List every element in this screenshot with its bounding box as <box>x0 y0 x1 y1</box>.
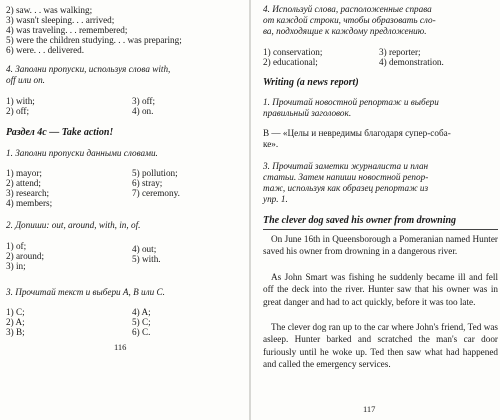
answer-item: 1) C; <box>6 307 25 317</box>
task-1-instruction: 1. Заполни пропуски данными словами. <box>6 148 158 158</box>
answer-item: 1) conservation; <box>263 47 323 57</box>
answer-item: 5) with. <box>132 254 161 264</box>
section-title: Раздел 4c — Take action! <box>6 127 114 138</box>
answer-item: 4) out; <box>132 244 157 254</box>
answer-item: 2) off; <box>6 106 30 116</box>
story-paragraph: On June 16th in Queensborough a Pomeranian named Hunter saved his owner from drowning in a dangerous river. <box>263 234 498 257</box>
right-page <box>251 0 500 420</box>
page-number: 117 <box>363 404 376 414</box>
left-page <box>0 0 249 420</box>
title-rule <box>263 229 498 230</box>
task-4-instruction: off или on. <box>6 75 45 85</box>
answer-line: 5) were the children studying. . . was preparing; <box>6 35 182 45</box>
answer-item: 1) mayor; <box>6 168 42 178</box>
answer-item: 3) research; <box>6 188 50 198</box>
answer-item: 3) in; <box>6 261 26 271</box>
task-3-instruction: упр. 1. <box>263 194 288 204</box>
answer-item: 2) A; <box>6 317 25 327</box>
answer-item: 4) demonstration. <box>379 57 444 67</box>
answer-item: 4) members; <box>6 198 53 208</box>
answer-item: 2) around; <box>6 251 45 261</box>
answer-line: 4) was traveling. . . remembered; <box>6 25 128 35</box>
task-3-instruction: 3. Прочитай заметки журналиста и план <box>263 161 429 171</box>
answer-item: 3) B; <box>6 327 25 337</box>
answer-item: 6) stray; <box>132 178 163 188</box>
answer-line: 3) wasn't sleeping. . . arrived; <box>6 15 115 25</box>
page-number: 116 <box>114 342 127 352</box>
answer-item: 6) C. <box>132 327 151 337</box>
task-4-instruction: 4. Заполни пропуски, используя слова with, <box>6 64 171 74</box>
answer-item: 4) on. <box>132 106 154 116</box>
answer-line: 2) saw. . . was walking; <box>6 5 93 15</box>
news-story-title: The clever dog saved his owner from drowning <box>263 215 457 226</box>
answer-line: 6) were. . . delivered. <box>6 45 85 55</box>
answer-text: B — «Целы и невредимы благодаря супер-соба- <box>263 128 451 138</box>
answer-item: 2) attend; <box>6 178 41 188</box>
answer-item: 5) pollution; <box>132 168 178 178</box>
story-paragraph: As John Smart was fishing he suddenly became ill and fell off the deck into the river. Hunter saw that his owner was in great danger and had to act quickly, before it was too late. <box>263 272 498 307</box>
task-2-instruction: 2. Допиши: out, around, with, in, of. <box>6 220 141 230</box>
answer-item: 3) reporter; <box>379 47 421 57</box>
answer-item: 5) C; <box>132 317 151 327</box>
task-4-instruction: 4. Используй слова, расположенные справа <box>263 4 432 14</box>
answer-item: 1) with; <box>6 96 35 106</box>
task-3-instruction: 3. Прочитай текст и выбери A, B или C. <box>6 287 165 297</box>
story-paragraph: The clever dog ran up to the car where John's friend, Ted was asleep. Hunter barked and scratched the man's car door furiously until he woke up. Ted then saw what had happened and called the emergency services. <box>263 322 498 369</box>
task-3-instruction: статьи. Затем напиши новостной репор- <box>263 172 429 182</box>
answer-item: 3) off; <box>132 96 156 106</box>
writing-section-title: Writing (a news report) <box>263 77 359 88</box>
task-4-instruction: ва, подходящие к каждому предложению. <box>263 26 427 36</box>
answer-item: 4) A; <box>132 307 151 317</box>
task-1-instruction: 1. Прочитай новостной репортаж и выбери <box>263 97 439 107</box>
answer-text: ке». <box>263 139 279 149</box>
task-4-instruction: от каждой строки, чтобы образовать сло- <box>263 15 436 25</box>
answer-item: 1) of; <box>6 241 27 251</box>
answer-item: 2) educational; <box>263 57 318 67</box>
task-3-instruction: таж, используя как образец репортаж из <box>263 183 429 193</box>
task-1-instruction: правильный заголовок. <box>263 108 352 118</box>
answer-item: 7) ceremony. <box>132 188 180 198</box>
